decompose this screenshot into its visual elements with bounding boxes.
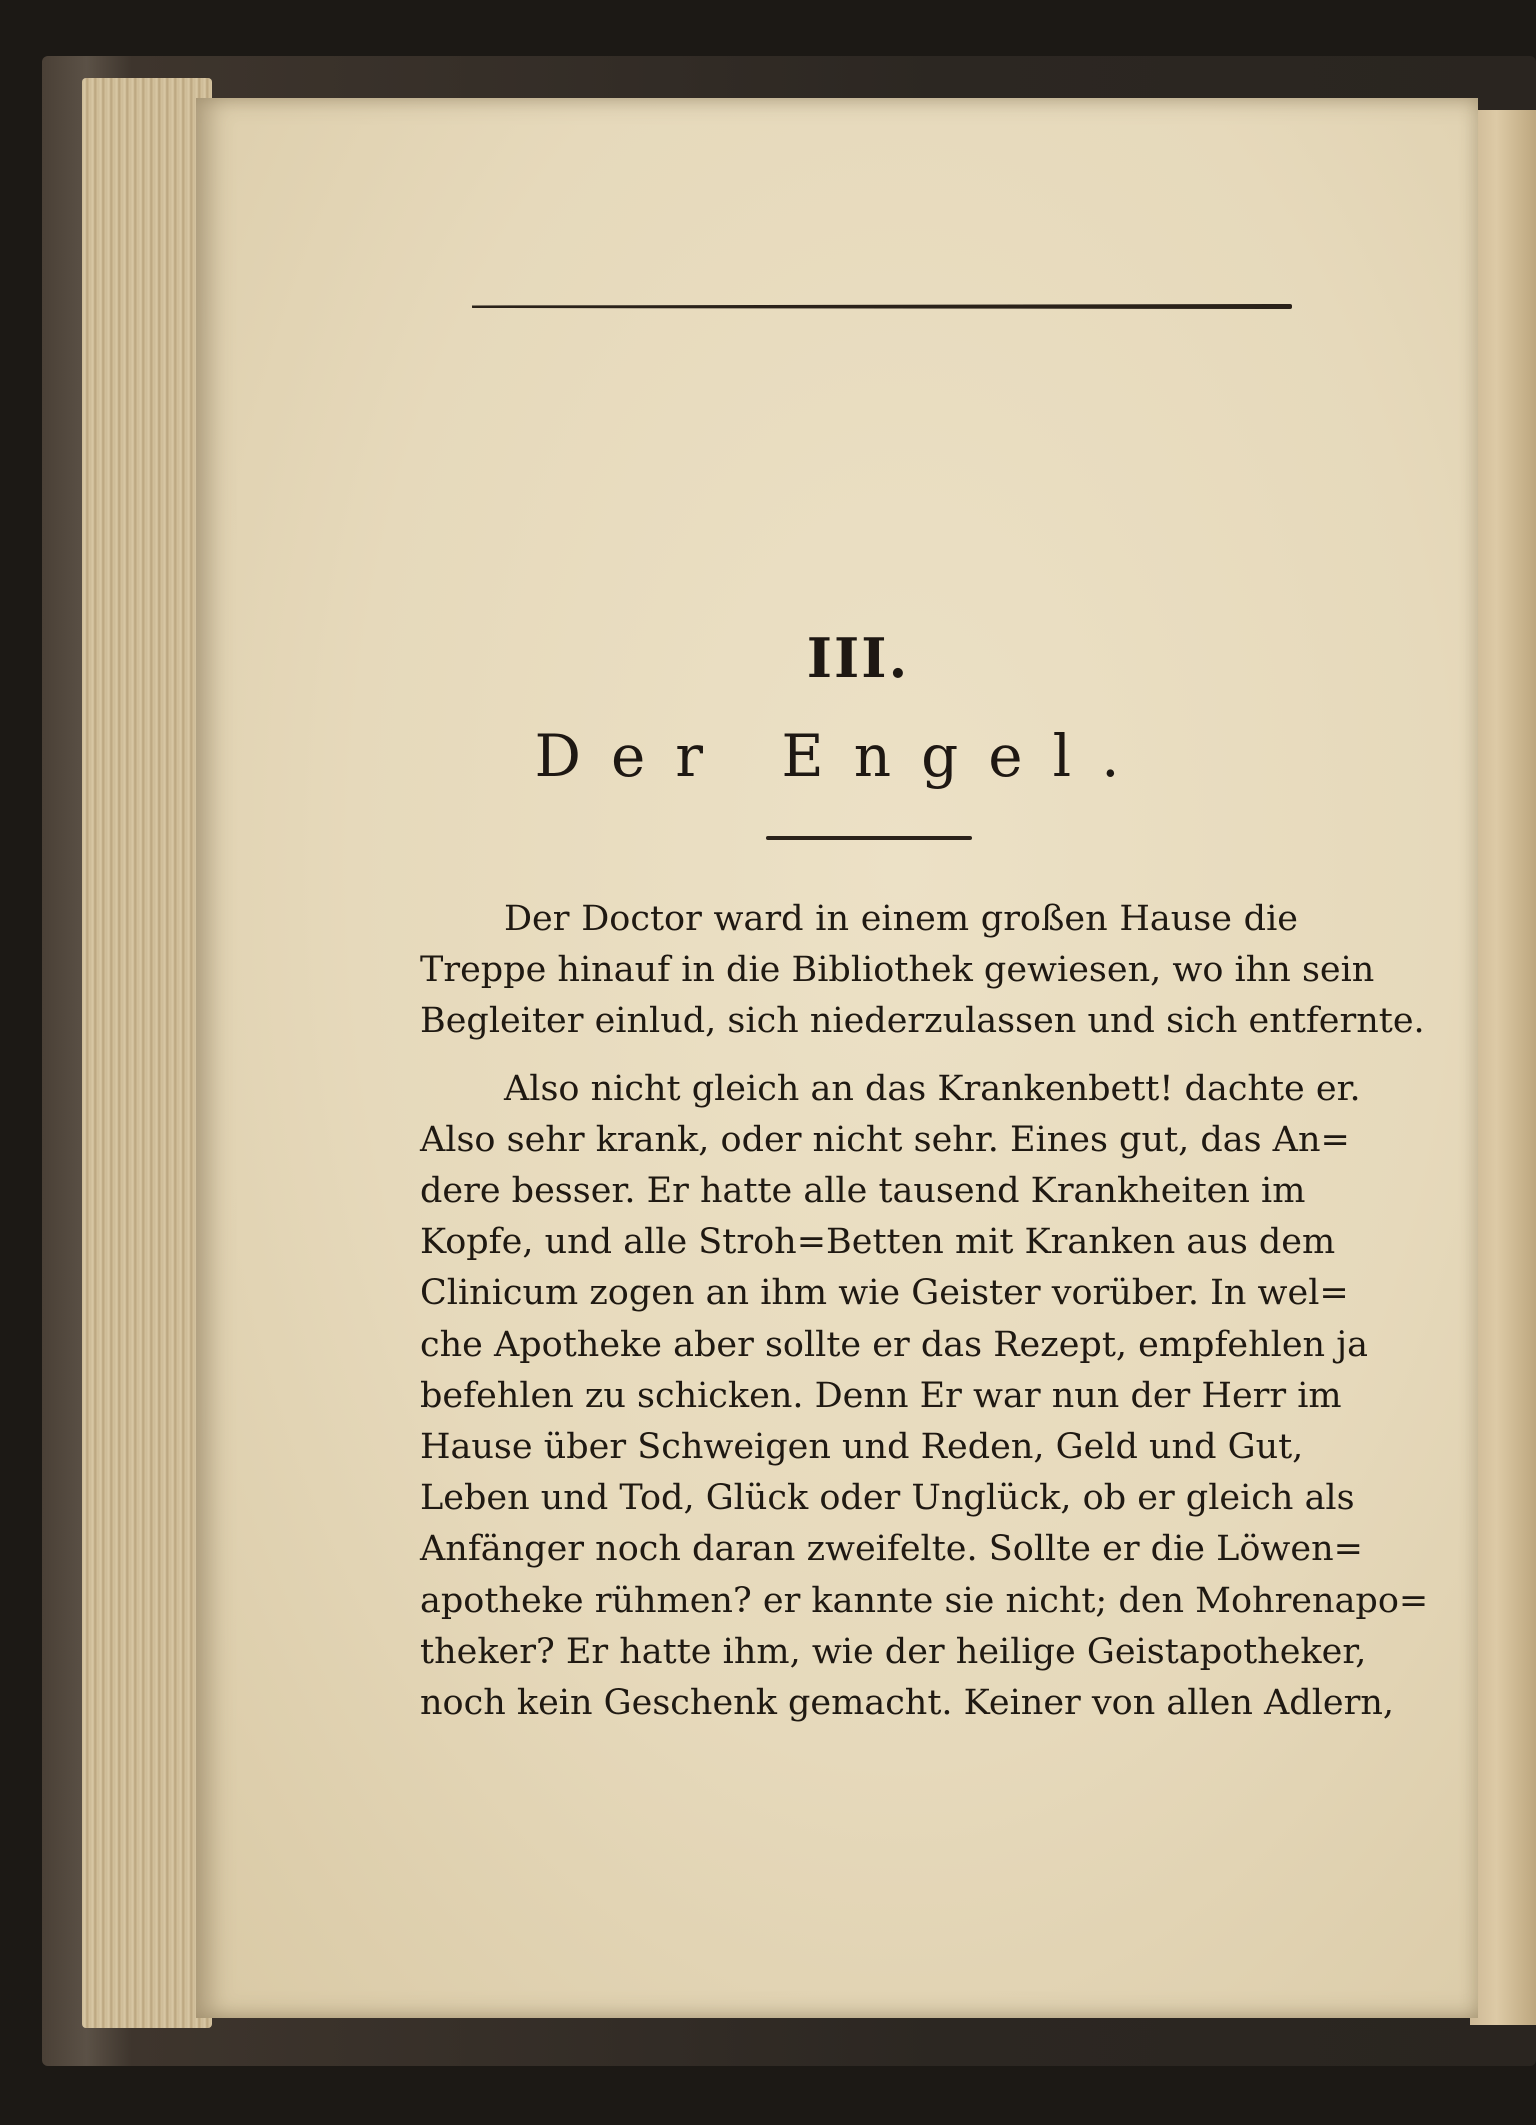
page-edges (82, 78, 212, 2028)
text-line: Hause über Schweigen und Reden, Geld und Gut, (420, 1427, 1304, 1468)
text-line: Kopfe, und alle Stroh=Betten mit Kranken aus dem (420, 1222, 1336, 1263)
text-line: Clinicum zogen an ihm wie Geister vorüber. In wel= (420, 1273, 1349, 1314)
text-line: Also sehr krank, oder nicht sehr. Eines gut, das An= (420, 1119, 1350, 1160)
text-line: noch kein Geschenk gemacht. Keiner von allen Adlern, (420, 1683, 1395, 1724)
text-line: Begleiter einlud, sich niederzulassen und sich entfernte. (420, 1001, 1425, 1042)
next-page-edge (1470, 110, 1536, 2025)
body-text (420, 894, 1429, 1729)
text-line: Anfänger noch daran zweifelte. Sollte er die Löwen= (420, 1529, 1363, 1570)
text-line: Treppe hinauf in die Bibliothek gewiesen, wo ihn sein (420, 950, 1375, 991)
text-line: Also nicht gleich an das Krankenbett! dachte er. (504, 1068, 1361, 1109)
chapter-number: III. (806, 626, 910, 690)
chapter-title: Der Engel. (534, 722, 1150, 790)
text-line: befehlen zu schicken. Denn Er war nun der Herr im (420, 1375, 1342, 1416)
text-line: Der Doctor ward in einem großen Hause die (504, 899, 1298, 939)
text-line: theker? Er hatte ihm, wie der heilige Geistapotheker, (420, 1631, 1367, 1672)
text-line: dere besser. Er hatte alle tausend Krankheiten im (420, 1171, 1306, 1212)
text-line: Leben und Tod, Glück oder Unglück, ob er gleich als (420, 1478, 1355, 1519)
title-rule (766, 836, 972, 840)
text-line: apotheke rühmen? er kannte sie nicht; den Mohrenapo= (420, 1580, 1429, 1621)
text-line: che Apotheke aber sollte er das Rezept, empfehlen ja (420, 1324, 1368, 1365)
